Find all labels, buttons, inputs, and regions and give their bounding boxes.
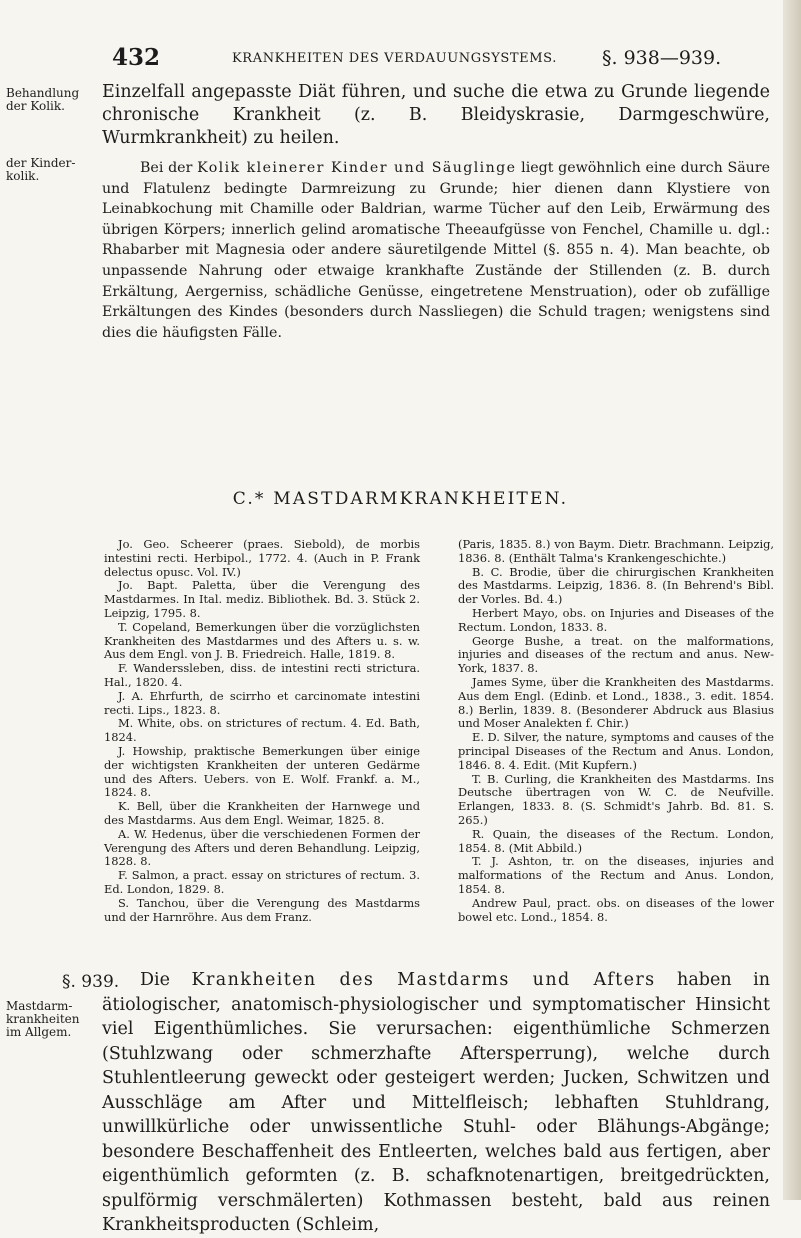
bib-entry: George Bushe, a treat. on the malformations, injuries and diseases of the rectum and anus. New-York, 1837. 8. bbox=[458, 633, 774, 676]
paragraph-939-lead: Die bbox=[140, 970, 192, 990]
section-heading: C.* MASTDARMKRANKHEITEN. bbox=[232, 489, 569, 509]
paragraph-939 bbox=[102, 968, 770, 1238]
bib-entry: E. D. Silver, the nature, symptoms and causes of the principal Diseases of the Rectum and Anus. London, 1846. 8. 4. Edit. (Mit Kupfern.) bbox=[458, 730, 774, 772]
page-number: 432 bbox=[112, 44, 161, 71]
main-text-lower bbox=[102, 968, 770, 1238]
margin-note-behandlung: Behandlung der Kolik. bbox=[6, 86, 80, 113]
paragraph-2-rest: liegt gewöhnlich eine durch Säure und Flatulenz bedingte Darmreizung zu Grunde; hier dienen dann Klystiere von Leinabkochung mit Chamille oder Baldrian, warme Tücher auf den Leib, Erwärmung des übrigen Körpers; innerlich gelind aromatische Theeaufgüsse von Fenchel, Chamille u. dgl.: Rhabarber mit Magnesia oder andere säuretilgende Mittel (§. 855 n. 4). Man beachte, ob unpassende Nahrung oder etwaige krankhafte Zustände der Stillenden (z. B. durch Erkältung, Aergerniss, schädliche Genüsse, eingetretene Menstruation), oder ob zufällige Erkältungen des Kindes (besonders durch Nassliegen) die Schuld tragen; wenigstens sind dies die häufigsten Fälle. bbox=[102, 160, 770, 341]
page-edge bbox=[783, 0, 801, 1200]
bib-entry: K. Bell, über die Krankheiten der Harnwege und des Mastdarms. Aus dem Engl. Weimar, 1825. 8. bbox=[104, 799, 420, 827]
bib-entry: T. J. Ashton, tr. on the diseases, injuries and malformations of the Rectum and Anus. London, 1854. 8. bbox=[458, 854, 774, 896]
page-header bbox=[0, 44, 801, 74]
main-text-upper bbox=[102, 81, 770, 343]
margin-note-mastdarm: Mastdarm-krankheiten im Allgem. bbox=[6, 999, 80, 1039]
bib-entry: A. W. Hedenus, über die verschiedenen Formen der Verengung des Afters und deren Behandlung. Leipzig, 1828. 8. bbox=[104, 826, 420, 869]
running-title: KRANKHEITEN DES VERDAUUNGSYSTEMS. bbox=[232, 51, 557, 66]
bib-entry: M. White, obs. on strictures of rectum. 4. Ed. Bath, 1824. bbox=[104, 716, 420, 745]
section-939-number: §. 939. bbox=[62, 972, 120, 992]
paragraph-2 bbox=[102, 158, 770, 343]
bib-entry: S. Tanchou, über die Verengung des Mastdarms und der Harnröhre. Aus dem Franz. bbox=[104, 895, 420, 924]
bib-entry: Jo. Bapt. Paletta, über die Verengung des Mastdarmes. In Ital. mediz. Bibliothek. Bd. 3. Stück 2. Leipzig, 1795. 8. bbox=[104, 578, 420, 620]
bib-entry: T. B. Curling, die Krankheiten des Mastdarms. Ins Deutsche übertragen von W. C. de Neufville. Erlangen, 1833. 8. (S. Schmidt's Jahrb. Bd. 81. S. 265.) bbox=[458, 771, 774, 827]
bibliography-left-column bbox=[104, 538, 420, 924]
bib-entry: Herbert Mayo, obs. on Injuries and Diseases of the Rectum. London, 1833. 8. bbox=[458, 605, 774, 634]
bib-entry: Andrew Paul, pract. obs. on diseases of the lower bowel etc. Lond., 1854. 8. bbox=[458, 895, 774, 924]
paragraph-2-lead: Bei der bbox=[140, 160, 198, 176]
bib-entry: B. C. Brodie, über die chirurgischen Krankheiten des Mastdarms. Leipzig, 1836. 8. (In Behrend's Bibl. der Vorles. Bd. 4.) bbox=[458, 564, 774, 607]
paragraph-939-rest: haben in ätiologischer, anatomisch-physiologischer und symptomatischer Hinsicht viel Eigenthümliches. Sie verursachen: eigenthümliche Schmerzen (Stuhlzwang oder schmerzhafte Aftersperrung), welche durch Stuhlentleerung geweckt oder gesteigert werden; Jucken, Schwitzen und Ausschläge am After und Mittelfleisch; lebhaften Stuhldrang, unwillkürliche oder unwissentliche Stuhl- oder Blähungs-Abgänge; besondere Beschaffenheit des Entleerten, welches bald aus fertigen, aber eigenthümlich geformten (z. B. schafknotenartigen, breitgedrückten, spulförmig verschmälerten) Kothmassen besteht, bald aus reinen Krankheitsproducten (Schleim, bbox=[102, 970, 771, 1235]
bib-entry: J. Howship, praktische Bemerkungen über einige der wichtigsten Krankheiten der unteren Gedärme und des Afters. Uebers. von E. Wolf. Frankf. a. M., 1824. 8. bbox=[104, 743, 420, 800]
bib-entry: Jo. Geo. Scheerer (praes. Siebold), de morbis intestini recti. Herbipol., 1772. 4. (Auch in P. Frank delectus opusc. Vol. IV.) bbox=[104, 537, 420, 579]
paragraph-2-emphasis: Kolik kleinerer Kinder und Säuglinge bbox=[197, 160, 517, 176]
bibliography-right-column bbox=[458, 538, 774, 924]
bib-entry: J. A. Ehrfurth, de scirrho et carcinomate intestini recti. Lips., 1823. 8. bbox=[104, 688, 420, 717]
bib-entry: (Paris, 1835. 8.) von Baym. Dietr. Brachmann. Leipzig, 1836. 8. (Enthält Talma's Krankengeschichte.) bbox=[458, 537, 774, 565]
bib-entry: T. Copeland, Bemerkungen über die vorzüglichsten Krankheiten des Mastdarmes und des Afters u. s. w. Aus dem Engl. von J. B. Friedreich. Halle, 1819. 8. bbox=[104, 619, 420, 662]
bib-entry: James Syme, über die Krankheiten des Mastdarms. Aus dem Engl. (Edinb. et Lond., 1838., 3. edit. 1854. 8.) Berlin, 1839. 8. (Besonderer Abdruck aus Blasius und Moser Analekten f. Chir.) bbox=[458, 674, 774, 731]
margin-note-kinderkolik: der Kinder-kolik. bbox=[6, 156, 76, 183]
section-range: §. 938—939. bbox=[602, 47, 722, 69]
paragraph-1: Einzelfall angepasste Diät führen, und suche die etwa zu Grunde liegende chronische Krankheit (z. B. Bleidyskrasie, Darmgeschwüre, Wurmkrankheit) zu heilen. bbox=[102, 82, 770, 148]
paragraph-939-emphasis: Krankheiten des Mastdarms und Afters bbox=[191, 970, 656, 990]
bib-entry: F. Wanderssleben, diss. de intestini recti strictura. Hal., 1820. 4. bbox=[104, 661, 420, 689]
bib-entry: R. Quain, the diseases of the Rectum. London, 1854. 8. (Mit Abbild.) bbox=[458, 826, 774, 855]
bib-entry: F. Salmon, a pract. essay on strictures of rectum. 3. Ed. London, 1829. 8. bbox=[104, 868, 420, 896]
